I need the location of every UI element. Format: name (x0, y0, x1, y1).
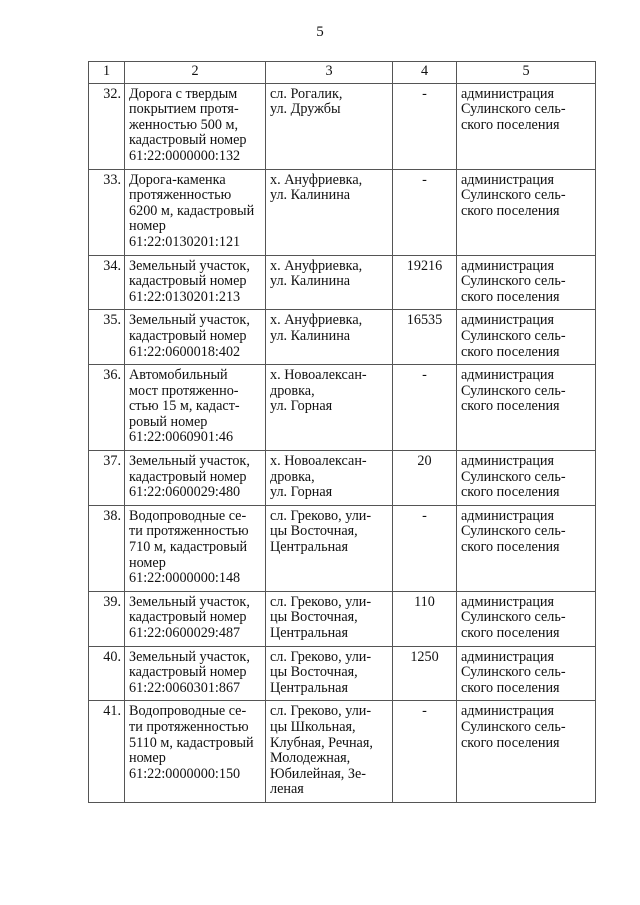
header-cell-3: 3 (266, 62, 393, 84)
row-number: 36. (103, 367, 121, 384)
holder-line: ского поселения (461, 625, 560, 641)
area-cell (393, 505, 457, 591)
table-row (89, 169, 596, 255)
name-line: покрытием протя- (129, 101, 239, 118)
name-line: стью 15 м, кадаст- (129, 398, 240, 415)
address-cell (266, 451, 393, 506)
address-line: ул. Дружбы (270, 101, 341, 118)
name-line: ровый номер (129, 413, 208, 430)
object-name-cell (125, 83, 266, 169)
holder-line: администрация (461, 453, 555, 470)
table-row (89, 310, 596, 365)
name-line: протяженностью (129, 187, 232, 204)
holder-cell (457, 310, 596, 365)
address-cell (266, 169, 393, 255)
address-line: сл. Греково, ули- (270, 648, 372, 665)
area-value: - (422, 171, 427, 188)
table-row (89, 83, 596, 169)
name-line: Земельный участок, (129, 593, 250, 610)
holder-line: ского поселения (461, 202, 560, 219)
holder-line: ского поселения (461, 539, 560, 556)
table-row (89, 451, 596, 506)
object-name-cell (125, 310, 266, 365)
object-name-cell (125, 591, 266, 646)
area-value: 1250 (410, 648, 439, 665)
area-value: - (422, 367, 427, 384)
object-name-cell (125, 451, 266, 506)
row-number: 41. (103, 703, 121, 720)
name-line: 5110 м, кадастровый (129, 734, 254, 751)
area-value: - (422, 703, 427, 720)
name-line: 710 м, кадастровый (129, 539, 248, 556)
header-cell-1: 1 (89, 62, 125, 84)
address-line: сл. Греково, ули- (270, 507, 372, 524)
holder-line: Сулинского сель- (461, 609, 566, 626)
row-number: 33. (103, 171, 121, 188)
holder-line: Сулинского сель- (461, 273, 566, 290)
holder-cell (457, 365, 596, 451)
address-cell (266, 310, 393, 365)
holder-line: ского поселения (461, 343, 560, 360)
name-line: 61:22:0600029:487 (129, 625, 241, 641)
name-line: Земельный участок, (129, 453, 250, 470)
name-line: 61:22:0130201:121 (129, 233, 241, 250)
name-line: кадастровый номер (129, 468, 247, 485)
row-number-cell (89, 310, 125, 365)
name-line: 61:22:0060901:46 (129, 429, 234, 446)
page-number: 5 (316, 24, 324, 40)
table-row (89, 591, 596, 646)
name-line: Земельный участок, (129, 312, 250, 329)
holder-line: администрация (461, 85, 555, 102)
holder-line: администрация (461, 312, 555, 329)
name-line: кадастровый номер (129, 664, 247, 681)
row-number-cell (89, 701, 125, 803)
holder-cell (457, 505, 596, 591)
name-line: Дорога с твердым (129, 85, 238, 102)
holder-line: администрация (461, 367, 555, 384)
row-number-cell (89, 365, 125, 451)
holder-line: ского поселения (461, 288, 560, 305)
object-name-cell (125, 255, 266, 310)
area-cell (393, 451, 457, 506)
property-table (88, 61, 596, 803)
area-cell (393, 255, 457, 310)
name-line: кадастровый номер (129, 327, 247, 344)
address-line: сл. Греково, ули- (270, 703, 372, 720)
address-line: Юбилейная, Зе- (270, 765, 367, 782)
header-cell-4: 4 (393, 62, 457, 84)
address-cell (266, 365, 393, 451)
holder-line: Сулинского сель- (461, 382, 566, 399)
area-cell (393, 365, 457, 451)
area-value: 110 (414, 593, 435, 610)
holder-cell (457, 701, 596, 803)
row-number: 35. (103, 312, 121, 329)
address-cell (266, 701, 393, 803)
address-line: ул. Калинина (270, 327, 351, 344)
address-line: Клубная, Речная, (270, 734, 373, 751)
area-cell (393, 310, 457, 365)
area-cell (393, 701, 457, 803)
row-number-cell (89, 451, 125, 506)
name-line: номер (129, 218, 166, 235)
holder-line: ского поселения (461, 116, 560, 133)
address-line: Центральная (270, 539, 348, 556)
row-number-cell (89, 646, 125, 701)
address-line: Молодежная, (270, 750, 351, 767)
row-number: 34. (103, 257, 121, 274)
row-number-cell (89, 591, 125, 646)
address-line: х. Новоалексан- (270, 367, 367, 384)
object-name-cell (125, 646, 266, 701)
name-line: женностью 500 м, (129, 116, 239, 133)
holder-cell (457, 255, 596, 310)
name-line: номер (129, 554, 166, 571)
row-number: 38. (103, 507, 121, 524)
name-line: 61:22:0000000:150 (129, 765, 241, 782)
name-line: Дорога-каменка (129, 171, 226, 188)
name-line: кадастровый номер (129, 273, 247, 290)
area-cell (393, 591, 457, 646)
name-line: мост протяженно- (129, 382, 239, 399)
address-cell (266, 591, 393, 646)
name-line: Земельный участок, (129, 257, 250, 274)
holder-line: администрация (461, 703, 555, 720)
holder-line: Сулинского сель- (461, 664, 566, 681)
holder-cell (457, 646, 596, 701)
header-cell-5: 5 (457, 62, 596, 84)
address-line: ул. Калинина (270, 273, 351, 290)
holder-line: Сулинского сель- (461, 523, 566, 540)
address-cell (266, 255, 393, 310)
address-line: х. Новоалексан- (270, 453, 367, 470)
holder-line: Сулинского сель- (461, 101, 566, 118)
row-number-cell (89, 83, 125, 169)
name-line: 61:22:0600018:402 (129, 343, 241, 360)
address-line: х. Ануфриевка, (270, 171, 363, 188)
holder-line: Сулинского сель- (461, 187, 566, 204)
header-cell-2: 2 (125, 62, 266, 84)
row-number: 37. (103, 453, 121, 470)
name-line: Земельный участок, (129, 648, 250, 665)
holder-line: ского поселения (461, 484, 560, 501)
table-row (89, 701, 596, 803)
address-cell (266, 83, 393, 169)
area-value: 20 (417, 453, 432, 470)
address-line: ул. Горная (270, 484, 333, 501)
holder-line: ского поселения (461, 679, 560, 696)
name-line: кадастровый номер (129, 132, 247, 149)
address-cell (266, 646, 393, 701)
object-name-cell (125, 169, 266, 255)
address-line: сл. Греково, ули- (270, 593, 372, 610)
table-row (89, 505, 596, 591)
row-number-cell (89, 169, 125, 255)
name-line: 61:22:0130201:213 (129, 288, 241, 305)
area-cell (393, 646, 457, 701)
address-line: Центральная (270, 679, 348, 696)
holder-line: Сулинского сель- (461, 718, 566, 735)
table-row (89, 255, 596, 310)
holder-line: администрация (461, 507, 555, 524)
address-line: цы Восточная, (270, 523, 358, 540)
name-line: 61:22:0000000:148 (129, 570, 241, 587)
holder-line: администрация (461, 171, 555, 188)
address-line: дровка, (270, 468, 315, 485)
address-line: ул. Горная (270, 398, 333, 415)
name-line: ти протяженностью (129, 523, 249, 540)
holder-line: администрация (461, 257, 555, 274)
table-header-row (89, 62, 596, 84)
address-line: цы Восточная, (270, 609, 358, 626)
name-line: 61:22:0600029:480 (129, 484, 241, 501)
address-line: леная (270, 781, 304, 798)
holder-cell (457, 451, 596, 506)
name-line: 61:22:0060301:867 (129, 679, 241, 696)
holder-line: Сулинского сель- (461, 327, 566, 344)
object-name-cell (125, 365, 266, 451)
holder-line: ского поселения (461, 398, 560, 415)
holder-line: ского поселения (461, 734, 560, 751)
row-number-cell (89, 505, 125, 591)
holder-line: администрация (461, 593, 555, 610)
area-value: 19216 (406, 257, 443, 274)
holder-line: администрация (461, 648, 555, 665)
holder-cell (457, 83, 596, 169)
address-line: х. Ануфриевка, (270, 312, 363, 329)
row-number: 40. (103, 648, 121, 665)
holder-cell (457, 591, 596, 646)
area-value: 16535 (406, 312, 443, 329)
area-value: - (422, 507, 427, 524)
row-number-cell (89, 255, 125, 310)
area-cell (393, 83, 457, 169)
name-line: кадастровый номер (129, 609, 247, 626)
name-line: номер (129, 750, 166, 767)
name-line: Водопроводные се- (129, 703, 247, 720)
name-line: 61:22:0000000:132 (129, 147, 241, 164)
name-line: ти протяженностью (129, 718, 249, 735)
address-cell (266, 505, 393, 591)
holder-line: Сулинского сель- (461, 468, 566, 485)
row-number: 39. (103, 593, 121, 610)
table-row (89, 365, 596, 451)
property-table-body (89, 62, 596, 803)
name-line: Автомобильный (129, 367, 228, 384)
address-line: дровка, (270, 382, 315, 399)
row-number: 32. (103, 85, 121, 102)
object-name-cell (125, 701, 266, 803)
address-line: ул. Калинина (270, 187, 351, 204)
area-cell (393, 169, 457, 255)
address-line: цы Школьная, (270, 718, 356, 735)
address-line: х. Ануфриевка, (270, 257, 363, 274)
name-line: Водопроводные се- (129, 507, 247, 524)
address-line: цы Восточная, (270, 664, 358, 681)
object-name-cell (125, 505, 266, 591)
name-line: 6200 м, кадастровый (129, 202, 255, 219)
address-line: сл. Рогалик, (270, 85, 343, 102)
area-value: - (422, 85, 427, 102)
holder-cell (457, 169, 596, 255)
address-line: Центральная (270, 625, 348, 641)
table-row (89, 646, 596, 701)
